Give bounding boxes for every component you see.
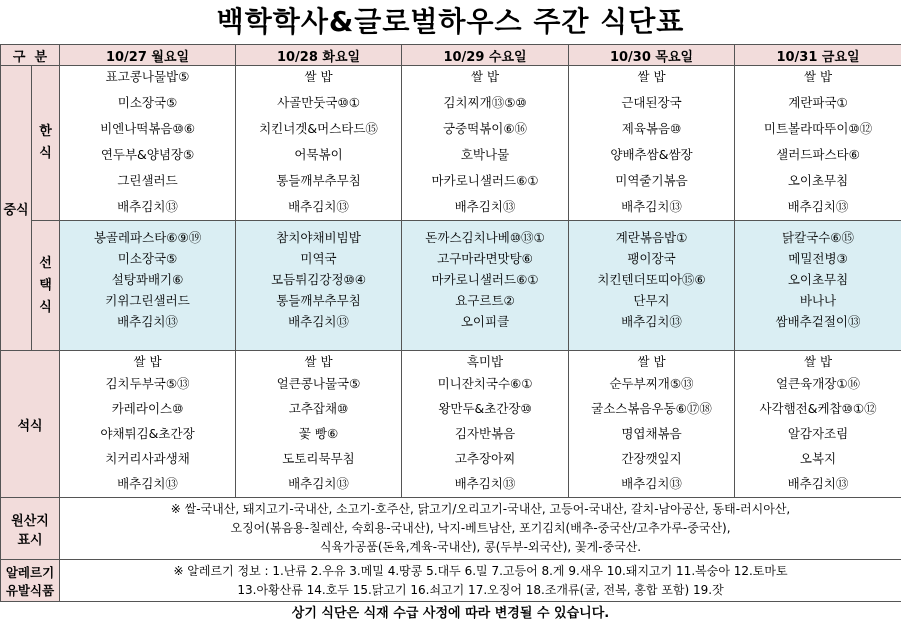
menu-cell — [569, 351, 735, 498]
menu-item: 배추김치⑬ — [455, 472, 516, 497]
origin-info — [60, 498, 901, 560]
menu-item: 쌀 밥 — [804, 353, 832, 372]
origin-line: 식육가공품(돈육,계육-국내산), 콩(두부-외국산), 꽃게-중국산. — [60, 538, 901, 557]
menu-item: 배추김치⑬ — [788, 194, 849, 220]
footer-notice: 상기 식단은 식재 수급 사정에 따라 변경될 수 있습니다. — [0, 602, 901, 626]
allergy-line: ※ 알레르기 정보 : 1.난류 2.우유 3.메밀 4.땅콩 5.대두 6.밀 7.고등어 8.게 9.새우 10.돼지고기 11.복숭아 12.토마토 — [60, 562, 901, 581]
menu-item: 배추김치⑬ — [117, 194, 178, 220]
menu-table — [0, 44, 901, 602]
menu-cell — [60, 351, 236, 498]
menu-item: 카레라이스⑩ — [112, 397, 184, 422]
menu-item: 근대된장국 — [621, 90, 681, 116]
menu-item: 배추김치⑬ — [117, 472, 178, 497]
menu-item: 연두부&양념장⑤ — [101, 142, 194, 168]
menu-item: 마카로니샐러드⑥① — [432, 269, 539, 290]
menu-item: 배추김치⑬ — [621, 311, 682, 332]
menu-item: 바나나 — [800, 290, 836, 311]
menu-item: 치커리사과생채 — [105, 447, 190, 472]
menu-cell — [402, 221, 569, 351]
menu-item: 봉골레파스타⑥⑨⑲ — [94, 227, 201, 248]
menu-item: 모듬튀김강정⑩④ — [271, 269, 366, 290]
seontaek-label: 선 택 식 — [32, 221, 60, 351]
menu-item: 꽃 빵⑥ — [299, 422, 338, 447]
menu-cell — [236, 351, 402, 498]
allergy-info — [60, 560, 901, 602]
menu-item: 미소장국⑤ — [118, 90, 178, 116]
dinner-label: 석식 — [1, 351, 60, 498]
menu-item: 미트볼라따뚜이⑩⑫ — [764, 116, 872, 142]
menu-item: 궁중떡볶이⑥⑯ — [443, 116, 527, 142]
day-header: 10/31 금요일 — [735, 45, 901, 66]
menu-item: 고구마라면맛탕⑥ — [437, 248, 533, 269]
origin-line: ※ 쌀-국내산, 돼지고기-국내산, 소고기-호주산, 닭고기/오리고기-국내산, 고등어-국내산, 갈치-남아공산, 동태-러시아산, — [60, 500, 901, 519]
menu-item: 팽이장국 — [627, 248, 675, 269]
menu-item: 쌀 밥 — [133, 353, 161, 372]
menu-item: 도토리묵무침 — [282, 447, 354, 472]
menu-item: 쌀 밥 — [304, 68, 332, 90]
menu-item: 돈까스김치나베⑩⑬① — [425, 227, 544, 248]
menu-item: 오이피클 — [461, 311, 509, 332]
allergy-label: 알레르기 유발식품 — [1, 560, 60, 602]
menu-item: 굴소스볶음우동⑥⑰⑱ — [591, 397, 712, 422]
menu-cell — [60, 221, 236, 351]
menu-item: 닭칼국수⑥⑮ — [782, 227, 854, 248]
menu-item: 그린샐러드 — [117, 168, 177, 194]
menu-item: 오이초무침 — [788, 168, 848, 194]
menu-item: 명엽채볶음 — [621, 422, 681, 447]
menu-item: 간장깻잎지 — [621, 447, 681, 472]
menu-item: 참치야채비빔밥 — [276, 227, 361, 248]
menu-item: 오이초무침 — [788, 269, 848, 290]
origin-line: 오징어(볶음용-칠레산, 숙회용-국내산), 낙지-베트남산, 포기김치(배추-중국산/고추가루-중국산), — [60, 519, 901, 538]
menu-item: 미소장국⑤ — [118, 248, 178, 269]
menu-item: 미역줄기볶음 — [615, 168, 687, 194]
menu-item: 미니잔치국수⑥① — [438, 372, 533, 397]
menu-item: 순두부찌개⑤⑬ — [609, 372, 693, 397]
menu-item: 배추김치⑬ — [621, 472, 682, 497]
origin-label: 원산지 표시 — [1, 498, 60, 560]
menu-cell — [402, 351, 569, 498]
menu-item: 비엔나떡볶음⑩⑥ — [100, 116, 195, 142]
menu-item: 통들깨부추무침 — [276, 290, 361, 311]
seoksik-row — [1, 351, 901, 498]
menu-item: 계란파국① — [788, 90, 848, 116]
hansik-label: 한 식 — [32, 66, 60, 221]
menu-item: 쌀 밥 — [471, 68, 499, 90]
gubun-header: 구 분 — [1, 45, 60, 66]
menu-item: 배추김치⑬ — [288, 311, 349, 332]
menu-item: 단무지 — [633, 290, 669, 311]
day-header: 10/27 월요일 — [60, 45, 236, 66]
menu-item: 고추장아찌 — [455, 447, 515, 472]
menu-item: 요구르트② — [455, 290, 515, 311]
origin-row — [1, 498, 901, 560]
menu-item: 야채튀김&초간장 — [100, 422, 194, 447]
menu-item: 어묵볶이 — [294, 142, 342, 168]
menu-cell — [735, 351, 901, 498]
day-header: 10/28 화요일 — [236, 45, 402, 66]
lunch-label: 중식 — [1, 66, 32, 351]
menu-item: 배추김치⑬ — [788, 472, 849, 497]
menu-item: 양배추쌈&쌈장 — [610, 142, 692, 168]
page-title: 백학학사&글로벌하우스 주간 식단표 — [0, 0, 901, 44]
menu-item: 메밀전병③ — [788, 248, 848, 269]
menu-item: 표고콩나물밥⑤ — [106, 68, 190, 90]
menu-item: 치킨너겟&머스타드⑮ — [259, 116, 378, 142]
menu-item: 제육볶음⑩ — [622, 116, 682, 142]
menu-item: 사골만둣국⑩① — [277, 90, 360, 116]
menu-item: 쌀 밥 — [637, 68, 665, 90]
menu-item: 얼큰육개장①⑯ — [776, 372, 860, 397]
menu-item: 통들깨부추무침 — [276, 168, 361, 194]
menu-item: 쌀 밥 — [637, 353, 665, 372]
menu-item: 알감자조림 — [788, 422, 848, 447]
menu-cell — [735, 66, 901, 221]
menu-item: 배추김치⑬ — [455, 194, 516, 220]
menu-item: 마카로니샐러드⑥① — [432, 168, 539, 194]
menu-cell — [569, 221, 735, 351]
menu-cell — [236, 221, 402, 351]
menu-cell — [60, 66, 236, 221]
menu-item: 샐러드파스타⑥ — [776, 142, 860, 168]
menu-item: 미역국 — [300, 248, 336, 269]
menu-cell — [569, 66, 735, 221]
allergy-line: 13.아황산류 14.호두 15.닭고기 16.쇠고기 17.오징어 18.조개류(굴, 전복, 홍합 포함) 19.잣 — [60, 581, 901, 600]
menu-item: 김치찌개⑬⑤⑩ — [443, 90, 526, 116]
menu-cell — [236, 66, 402, 221]
menu-item: 흑미밥 — [467, 353, 503, 372]
menu-item: 배추김치⑬ — [288, 472, 349, 497]
menu-item: 배추김치⑬ — [117, 311, 178, 332]
menu-item: 계란볶음밥① — [616, 227, 688, 248]
day-header: 10/29 수요일 — [402, 45, 569, 66]
header-row — [1, 45, 901, 66]
menu-item: 오복지 — [800, 447, 836, 472]
seontaek-row — [1, 221, 901, 351]
allergy-row — [1, 560, 901, 602]
menu-cell — [735, 221, 901, 351]
menu-cell — [402, 66, 569, 221]
menu-item: 쌀 밥 — [804, 68, 832, 90]
menu-item: 설탕꽈배기⑥ — [112, 269, 184, 290]
menu-item: 배추김치⑬ — [288, 194, 349, 220]
menu-item: 얼큰콩나물국⑤ — [277, 372, 361, 397]
menu-item: 고추잡채⑩ — [289, 397, 349, 422]
menu-item: 쌀 밥 — [304, 353, 332, 372]
day-header: 10/30 목요일 — [569, 45, 735, 66]
menu-item: 배추김치⑬ — [621, 194, 682, 220]
menu-item: 김자반볶음 — [455, 422, 515, 447]
menu-item: 치킨텐더또띠아⑮⑥ — [597, 269, 705, 290]
menu-item: 김치두부국⑤⑬ — [105, 372, 189, 397]
hansik-row — [1, 66, 901, 221]
menu-item: 키위그린샐러드 — [105, 290, 190, 311]
menu-item: 왕만두&초간장⑩ — [438, 397, 531, 422]
menu-item: 호박나물 — [461, 142, 509, 168]
menu-item: 사각햄전&케찹⑩①⑫ — [759, 397, 876, 422]
menu-item: 쌈배추겉절이⑬ — [776, 311, 861, 332]
